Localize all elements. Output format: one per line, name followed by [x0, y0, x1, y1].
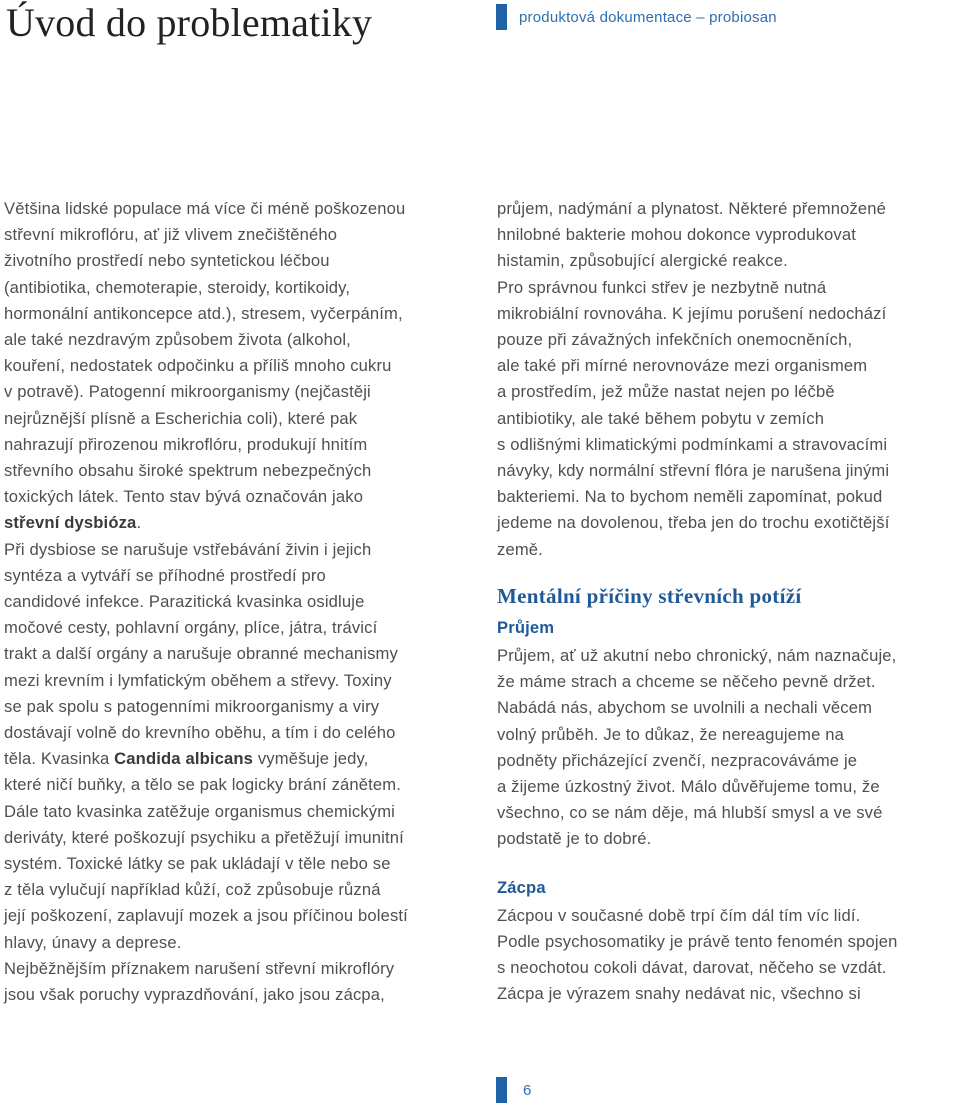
text-line: Průjem, ať už akutní nebo chronický, nám naznačuje,	[497, 646, 897, 666]
text-line: syntéza a vytváří se příhodné prostředí pro	[4, 565, 326, 585]
text-line	[4, 510, 474, 536]
text-line: candidové infekce. Parazitická kvasinka osidluje	[4, 592, 365, 612]
text-line: histamin, způsobující alergické reakce.	[497, 251, 788, 271]
page-footer	[496, 1077, 531, 1103]
text-line: Podle psychosomatiky je právě tento fenomén spojen	[497, 932, 898, 952]
left-column	[4, 196, 474, 1008]
text-line: hormonální antikoncepce atd.), stresem, vyčerpáním,	[4, 303, 403, 323]
text-line: hlavy, únavy a deprese.	[4, 932, 182, 952]
text-line: podněty přicházející zvenčí, nezpracováváme je	[497, 750, 858, 770]
text-line: antibiotiky, ale také během pobytu v zemích	[497, 408, 825, 428]
text-line: Nejběžnějším příznakem narušení střevní mikroflóry	[4, 958, 395, 978]
text-line: její poškození, zaplavují mozek a jsou příčinou bolestí	[4, 906, 408, 926]
text-line: trakt a další orgány a narušuje obranné mechanismy	[4, 644, 398, 664]
text-line: průjem, nadýmání a plynatost. Některé přemnožené	[497, 199, 887, 218]
text-line: životního prostředí nebo syntetickou léčbou	[4, 251, 330, 271]
candida-term: Candida albicans	[114, 749, 254, 769]
document-tag-text: produktová dokumentace – probiosan	[519, 8, 777, 26]
text-line	[4, 746, 474, 772]
text-line: volný průběh. Je to důkaz, že nereagujeme na	[497, 724, 844, 744]
text-line: ale také při mírné nerovnováze mezi organismem	[497, 356, 868, 376]
text-line: Zácpou v současné době trpí čím dál tím víc lidí.	[497, 905, 861, 925]
text-line: a prostředím, jež může nastat nejen po léčbě	[497, 382, 835, 402]
candida-after: vyměšuje jedy,	[253, 749, 369, 769]
text-line: nahrazují přirozenou mikroflóru, produkují hnitím	[4, 434, 368, 454]
text-line: Většina lidské populace má více či méně poškozenou	[4, 199, 406, 218]
text-line: bakteriemi. Na to bychom neměli zapomínat, pokud	[497, 487, 883, 507]
text-line: země.	[497, 539, 543, 559]
candida-before: těla. Kvasinka	[4, 749, 115, 769]
page-number: 6	[523, 1081, 532, 1099]
subheading-diarrhea: Průjem	[497, 617, 555, 637]
text-line: v potravě). Patogenní mikroorganismy (nejčastěji	[4, 382, 371, 402]
text-line: z těla vylučují například kůží, což způsobuje různá	[4, 880, 381, 900]
text-line: jsou však poruchy vyprazdňování, jako jsou zácpa,	[4, 985, 385, 1005]
text-line: a žijeme úzkostný život. Málo důvěřujeme tomu, že	[497, 777, 880, 797]
page-title: Úvod do problematiky	[6, 0, 373, 45]
text-line: Dále tato kvasinka zatěžuje organismus chemickými	[4, 801, 396, 821]
text-line: močové cesty, pohlavní orgány, plíce, játra, trávicí	[4, 618, 378, 638]
section-heading: Mentální příčiny střevních potíží	[497, 583, 802, 608]
text-line: všechno, co se nám děje, má hlubší smysl a ve své	[497, 803, 883, 823]
text-line: Nabádá nás, abychom se uvolnili a nechali věcem	[497, 698, 873, 718]
dysbiosis-term: střevní dysbióza	[4, 513, 137, 533]
text-line: hnilobné bakterie mohou dokonce vyprodukovat	[497, 225, 856, 245]
text-line: podstatě je to dobré.	[497, 829, 652, 849]
text-line: kouření, nedostatek odpočinku a příliš mnoho cukru	[4, 356, 392, 376]
text-line: jedeme na dovolenou, třeba jen do trochu exotičtější	[497, 513, 890, 533]
text-line: s odlišnými klimatickými podmínkami a stravovacími	[497, 434, 888, 454]
text-line: střevní mikroflóru, ať již vlivem znečištěného	[4, 225, 338, 245]
spacer	[497, 853, 960, 875]
subheading-constipation: Zácpa	[497, 877, 546, 897]
text-line: ale také nezdravým způsobem života (alkohol,	[4, 330, 351, 350]
text-line: Pro správnou funkci střev je nezbytně nutná	[497, 277, 827, 297]
text-line: Při dysbiose se narušuje vstřebávání živin i jejich	[4, 539, 372, 559]
text-line: střevního obsahu široké spektrum nebezpečných	[4, 461, 372, 481]
text-line: se pak spolu s patogenními mikroorganismy a viry	[4, 696, 380, 716]
text-line: pouze při závažných infekčních onemocněních,	[497, 330, 853, 350]
text-line: dostávají volně do krevního oběhu, a tím i do celého	[4, 723, 396, 743]
text-line: nejrůznější plísně a Escherichia coli), které pak	[4, 408, 358, 428]
right-column	[497, 196, 960, 1008]
text-line: které ničí buňky, a tělo se pak logicky brání zánětem.	[4, 775, 402, 795]
text-line: návyky, kdy normální střevní flóra je narušena jinými	[497, 461, 890, 481]
text-line: deriváty, které poškozují psychiku a přetěžují imunitní	[4, 827, 404, 847]
text-line: toxických látek. Tento stav bývá označován jako	[4, 487, 364, 507]
text-line: (antibiotika, chemoterapie, steroidy, kortikoidy,	[4, 277, 351, 297]
text-line: systém. Toxické látky se pak ukládají v těle nebo se	[4, 854, 391, 874]
text-line: mezi krevním i lymfatickým oběhem a střevy. Toxiny	[4, 670, 392, 690]
dysbiosis-period: .	[136, 513, 142, 533]
text-line: s neochotou cokoli dávat, darovat, něčeho se vzdát.	[497, 958, 887, 978]
accent-bar	[496, 1077, 507, 1103]
text-line: mikrobiální rovnováha. K jejímu porušení nedochází	[497, 303, 887, 323]
text-line: Zácpa je výrazem snahy nedávat nic, všechno si	[497, 984, 861, 1004]
document-tag	[496, 4, 777, 30]
text-line: že máme strach a chceme se něčeho pevně držet.	[497, 672, 876, 692]
accent-bar	[496, 4, 507, 30]
